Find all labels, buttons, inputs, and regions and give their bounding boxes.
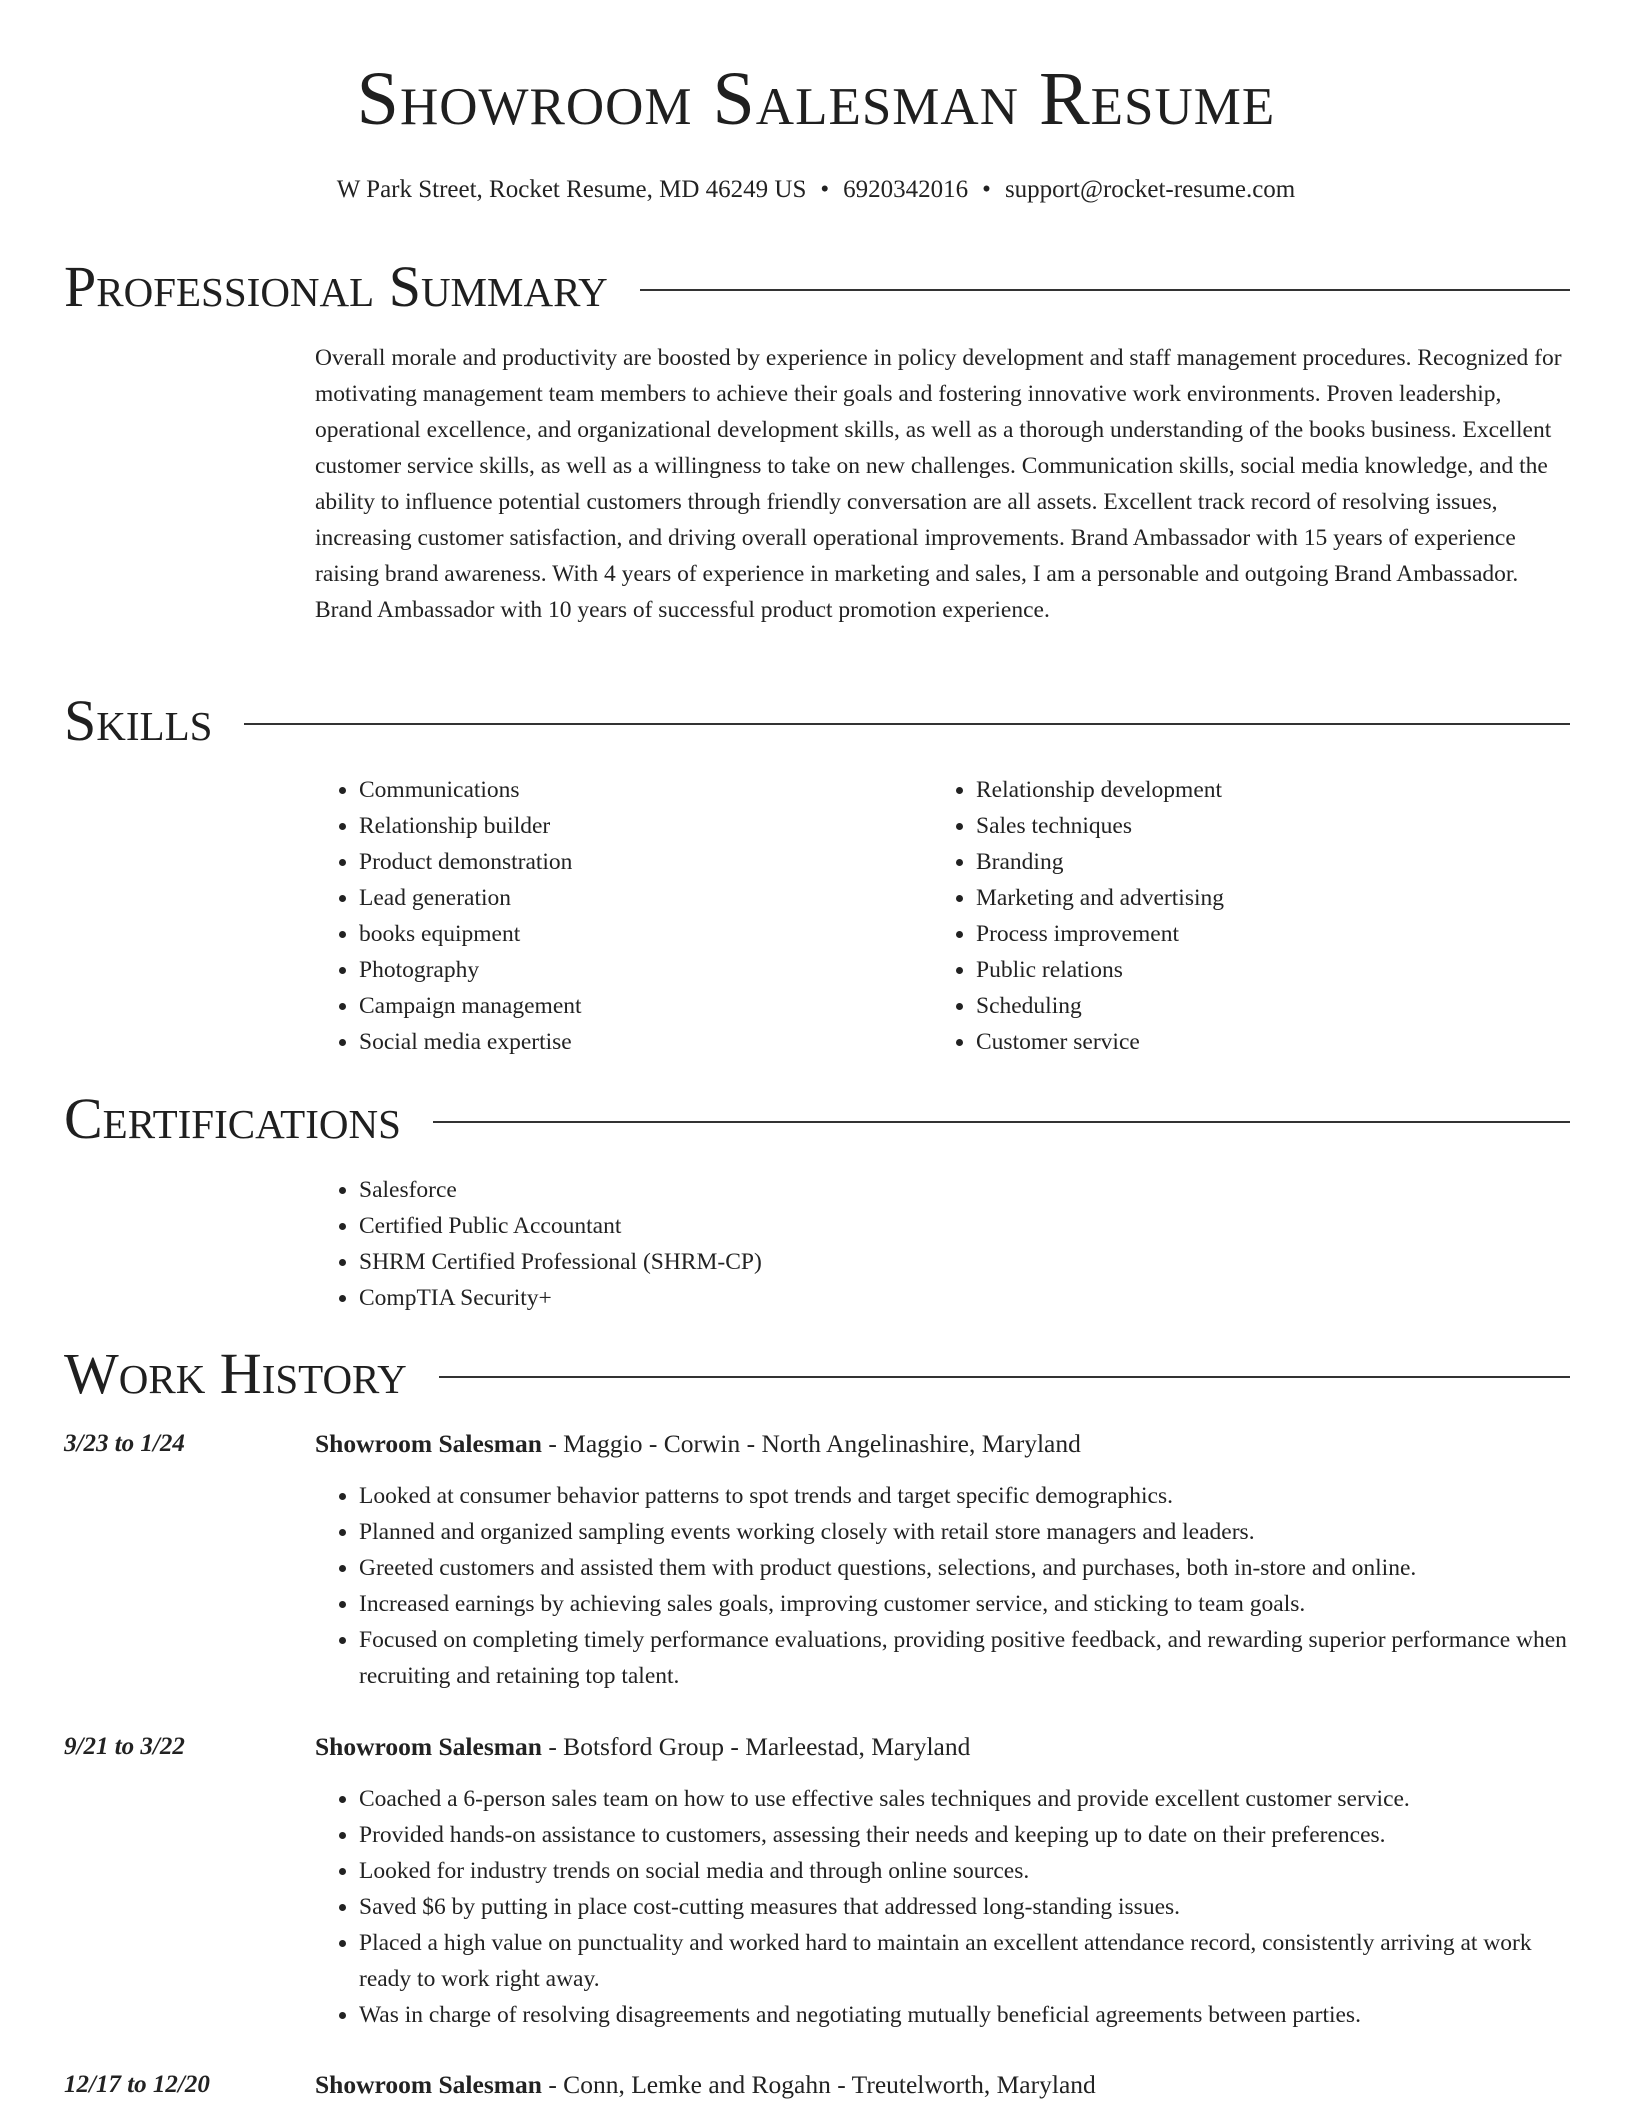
job-dates: 9/21 to 3/22 (64, 1733, 185, 1760)
skill-item: • Campaign management (359, 988, 915, 1024)
job-company-location: - Maggio - Corwin - North Angelinashire, Maryland (541, 1429, 1081, 1458)
section-title-summary: Professional Summary (64, 254, 608, 319)
separator-dot: • (982, 176, 991, 203)
section-title-work-history: Work History (64, 1341, 407, 1406)
job-role: Showroom Salesman (315, 1732, 542, 1761)
job-dates: 3/23 to 1/24 (64, 1430, 185, 1457)
duty-item: • Looked at consumer behavior patterns to spot trends and target specific demographics. (359, 1478, 1572, 1514)
duty-item: • Placed a high value on punctuality and worked hard to maintain an excellent attendance record, consistently arriving at work ready to work right away. (359, 1925, 1572, 1997)
section-title-skills: Skills (64, 688, 213, 753)
skill-item: • books equipment (359, 916, 915, 952)
section-header-certifications (64, 1086, 1570, 1151)
job-title-line (315, 1426, 1081, 1462)
skills-list (932, 772, 1572, 1060)
section-header-work-history (64, 1341, 1570, 1406)
job-company-location: - Conn, Lemke and Rogahn - Treutelworth, Maryland (541, 2070, 1096, 2099)
section-divider (439, 1376, 1570, 1378)
section-divider (640, 289, 1570, 291)
skill-item: • Customer service (976, 1024, 1572, 1060)
job-role: Showroom Salesman (315, 1429, 542, 1458)
skills-column-right (932, 772, 1572, 1060)
certification-item: • Salesforce (359, 1172, 1572, 1208)
contact-phone: 6920342016 (843, 176, 969, 203)
certification-item: • CompTIA Security+ (359, 1280, 1572, 1316)
certification-item: • Certified Public Accountant (359, 1208, 1572, 1244)
skill-item: • Process improvement (976, 916, 1572, 952)
skill-item: • Relationship development (976, 772, 1572, 808)
skill-item: • Lead generation (359, 880, 915, 916)
duties-list (315, 1781, 1572, 2033)
resume-title: Showroom Salesman Resume (356, 57, 1276, 141)
duty-item: • Provided hands-on assistance to customers, assessing their needs and keeping up to date on their preferences. (359, 1817, 1572, 1853)
duty-item: • Was in charge of resolving disagreements and negotiating mutually beneficial agreements between parties. (359, 1997, 1572, 2033)
contact-address: W Park Street, Rocket Resume, MD 46249 US (336, 176, 807, 203)
duty-item: • Focused on completing timely performance evaluations, providing positive feedback, and rewarding superior performance when recruiting and retaining top talent. (359, 1622, 1572, 1694)
job-role: Showroom Salesman (315, 2070, 542, 2099)
job-duties (315, 1478, 1572, 1694)
job-company-location: - Botsford Group - Marleestad, Maryland (541, 1732, 971, 1761)
job-title-line (315, 2067, 1096, 2103)
skill-item: • Photography (359, 952, 915, 988)
section-header-skills (64, 688, 1570, 753)
summary-text: Overall morale and productivity are boosted by experience in policy development and staff management procedures. Recognized for motivating management team members to achieve their goals and fostering innovative work environments. Proven leadership, operational excellence, and organizational development skills, as well as a thorough understanding of the books business. Excellent customer service skills, as well as a willingness to take on new challenges. Communication skills, social media knowledge, and the ability to influence potential customers through friendly conversation are all assets. Excellent track record of resolving issues, increasing customer satisfaction, and driving overall operational improvements. Brand Ambassador with 15 years of experience raising brand awareness. With 4 years of experience in marketing and sales, I am a personable and outgoing Brand Ambassador. Brand Ambassador with 10 years of successful product promotion experience. (315, 345, 1562, 623)
skill-item: • Product demonstration (359, 844, 915, 880)
skill-item: • Relationship builder (359, 808, 915, 844)
section-divider (433, 1121, 1570, 1123)
section-title-certifications: Certifications (64, 1086, 401, 1151)
certifications-list (315, 1172, 1572, 1316)
job-dates: 12/17 to 12/20 (64, 2071, 210, 2098)
skills-column-left (315, 772, 915, 1060)
duty-item: • Increased earnings by achieving sales goals, improving customer service, and sticking to team goals. (359, 1586, 1572, 1622)
skills-list (315, 772, 915, 1060)
section-divider (244, 723, 1570, 725)
skill-item: • Social media expertise (359, 1024, 915, 1060)
certification-item: • SHRM Certified Professional (SHRM-CP) (359, 1244, 1572, 1280)
contact-line (0, 176, 1632, 204)
contact-email: support@rocket-resume.com (1004, 176, 1296, 203)
skill-item: • Scheduling (976, 988, 1572, 1024)
duty-item: • Looked for industry trends on social media and through online sources. (359, 1853, 1572, 1889)
duties-list (315, 1478, 1572, 1694)
skill-item: • Communications (359, 772, 915, 808)
job-duties (315, 1781, 1572, 2033)
certifications-block (315, 1172, 1572, 1316)
skill-item: • Public relations (976, 952, 1572, 988)
skill-item: • Sales techniques (976, 808, 1572, 844)
duty-item: • Planned and organized sampling events working closely with retail store managers and leaders. (359, 1514, 1572, 1550)
section-header-summary (64, 254, 1570, 319)
duty-item: • Greeted customers and assisted them with product questions, selections, and purchases, both in-store and online. (359, 1550, 1572, 1586)
job-title-line (315, 1729, 970, 1765)
duty-item: • Saved $6 by putting in place cost-cutting measures that addressed long-standing issues. (359, 1889, 1572, 1925)
separator-dot: • (820, 176, 830, 203)
skill-item: • Branding (976, 844, 1572, 880)
duty-item: • Coached a 6-person sales team on how to use effective sales techniques and provide excellent customer service. (359, 1781, 1572, 1817)
skill-item: • Marketing and advertising (976, 880, 1572, 916)
